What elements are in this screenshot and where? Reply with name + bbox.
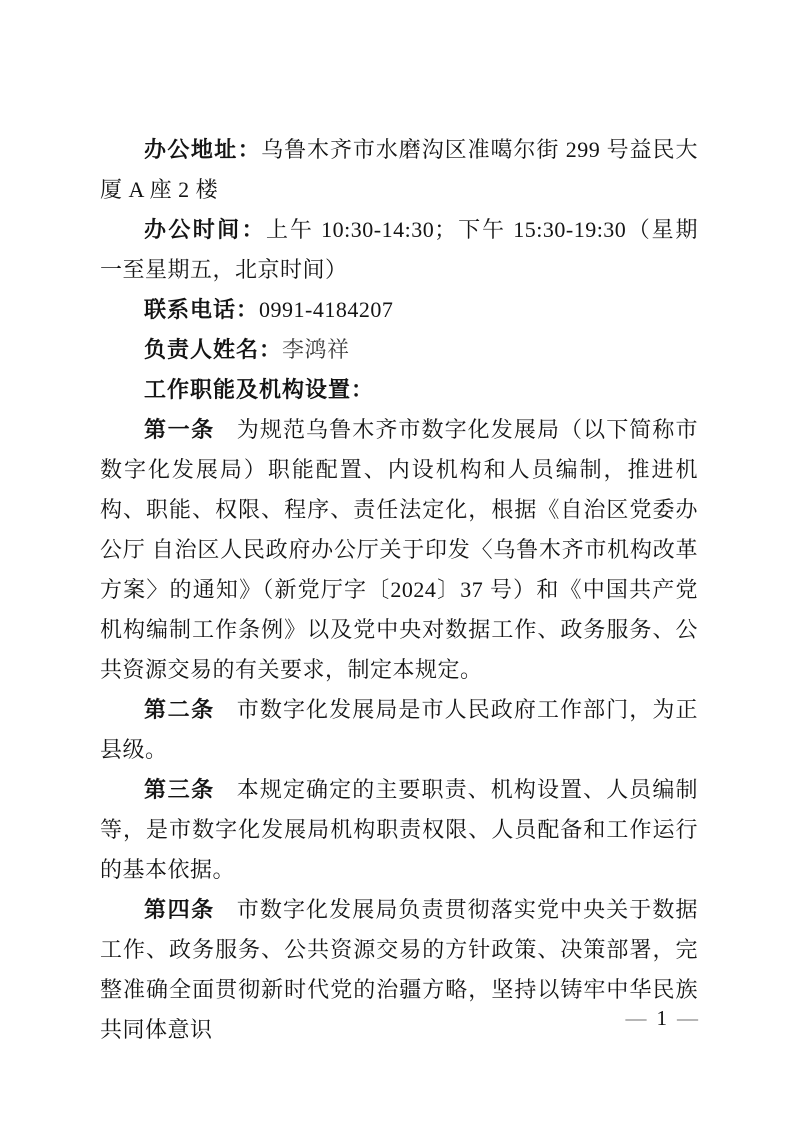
- article-2-text: 市数字化发展局是市人民政府工作部门，为正县级。: [100, 697, 698, 762]
- article-4-text: 市数字化发展局负责贯彻落实党中央关于数据工作、政务服务、公共资源交易的方针政策、决策部署，完整准确全面贯彻新时代党的治疆方略，坚持以铸牢中华民族共同体意识: [100, 897, 698, 1042]
- article-1-number: 第一条: [144, 417, 215, 442]
- article-3-number: 第三条: [144, 777, 215, 802]
- contact-address-line: [100, 130, 698, 210]
- contact-address-label: 办公地址：: [144, 137, 262, 162]
- section-heading: 工作职能及机构设置：: [144, 377, 375, 402]
- article-4-number: 第四条: [144, 897, 215, 922]
- page-footer: [100, 1003, 698, 1033]
- footer-dash-right: —: [677, 1006, 698, 1030]
- contact-person-label: 负责人姓名：: [144, 337, 283, 362]
- article-2-number: 第二条: [144, 697, 215, 722]
- document-page: [100, 130, 698, 1050]
- contact-phone-label: 联系电话：: [144, 297, 260, 322]
- section-heading-line: [100, 370, 698, 410]
- article-3: [100, 770, 698, 890]
- footer-page-number: 1: [656, 1006, 667, 1030]
- contact-person-value: 李鸿祥: [282, 337, 350, 362]
- contact-hours-label: 办公时间：: [144, 217, 266, 242]
- contact-phone-value: 0991-4184207: [259, 297, 394, 322]
- article-2: [100, 690, 698, 770]
- contact-person-line: [100, 330, 698, 370]
- contact-hours-value: 上午 10:30-14:30；下午 15:30-19:30（星期一至星期五，北京时间）: [100, 217, 698, 282]
- contact-address-value: 乌鲁木齐市水磨沟区准噶尔街 299 号益民大厦 A 座 2 楼: [100, 137, 698, 202]
- contact-hours-line: [100, 210, 698, 290]
- article-1: [100, 410, 698, 690]
- article-3-text: 本规定确定的主要职责、机构设置、人员编制等，是市数字化发展局机构职责权限、人员配备和工作运行的基本依据。: [100, 777, 698, 882]
- article-1-text: 为规范乌鲁木齐市数字化发展局（以下简称市数字化发展局）职能配置、内设机构和人员编制，推进机构、职能、权限、程序、责任法定化，根据《自治区党委办公厅 自治区人民政府办公厅关于印发〈乌鲁木齐市机构改革方案〉的通知》（新党厅字〔2024〕37 号）和《中国共产党机构编制工作条例》以及党中央对数据工作、政务服务、公共资源交易的有关要求，制定本规定。: [100, 417, 698, 682]
- contact-phone-line: [100, 290, 698, 330]
- footer-dash-left: —: [625, 1006, 647, 1030]
